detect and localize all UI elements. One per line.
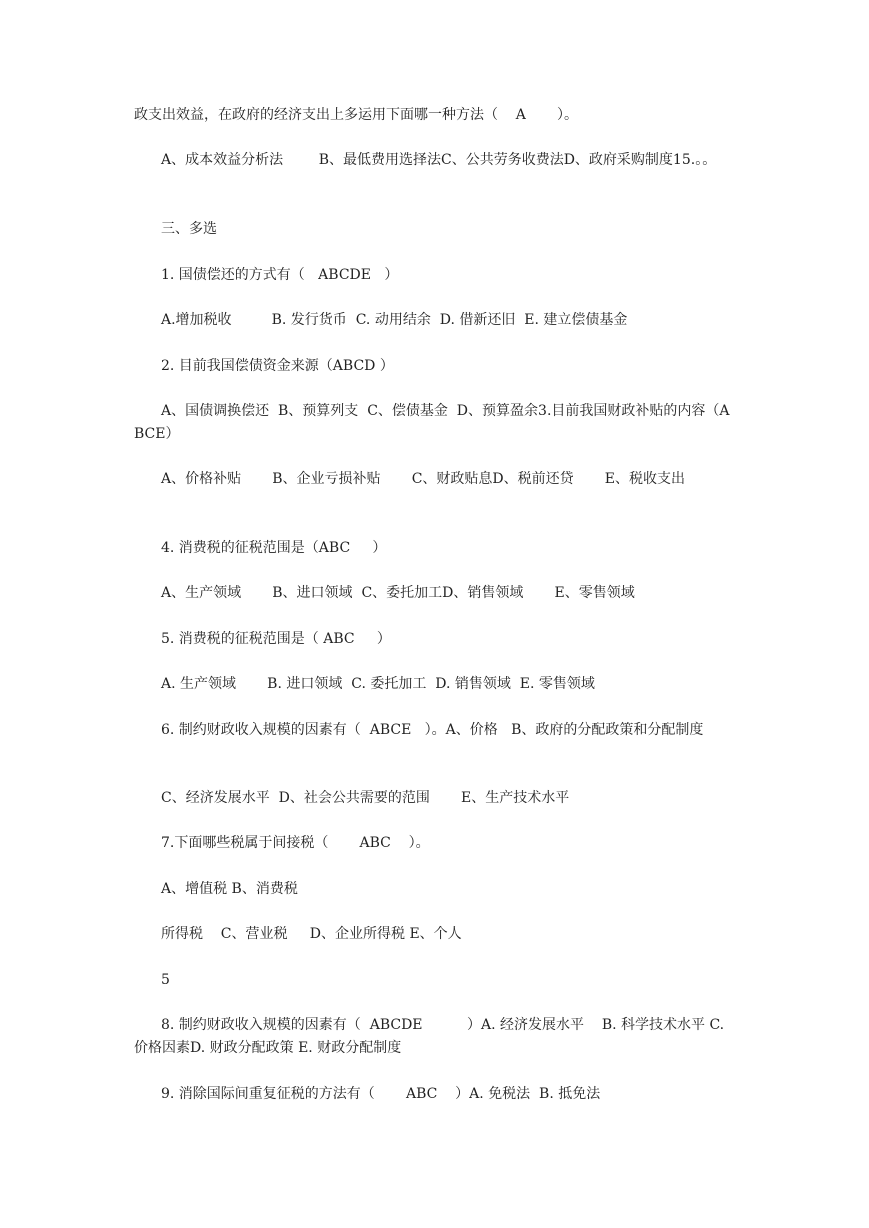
text-line-question-continuation: 政支出效益，在政府的经济支出上多运用下面哪一种方法（ A ）。	[134, 107, 579, 123]
question-6: 6. 制约财政收入规模的因素有（ ABCE ）。A、价格 B、政府的分配政策和分配制度	[161, 722, 704, 738]
question-5: 5. 消费税的征税范围是（ ABC ）	[161, 631, 391, 647]
question-8: 8. 制约财政收入规模的因素有（ ABCDE ）A. 经济发展水平 B. 科学技术水平 C. 价格因素D. 财政分配政策 E. 财政分配制度	[134, 1017, 729, 1056]
question-9: 9. 消除国际间重复征税的方法有（ ABC ）A. 免税法 B. 抵免法	[161, 1086, 601, 1102]
question-7: 7.下面哪些税属于间接税（ ABC ）。	[161, 835, 430, 851]
options-1: A.增加税收 B. 发行货币 C. 动用结余 D. 借新还旧 E. 建立偿债基金	[161, 312, 628, 328]
section-heading-multiple-choice: 三、多选	[161, 221, 217, 237]
options-4: A、生产领域 B、进口领域 C、委托加工D、销售领域 E、零售领域	[161, 585, 635, 601]
options-2-question-3: A、国债调换偿还 B、预算列支 C、偿债基金 D、预算盈余3.目前我国财政补贴的内容（ABCE）	[134, 403, 730, 442]
options-5: A. 生产领域 B. 进口领域 C. 委托加工 D. 销售领域 E. 零售领域	[161, 676, 595, 692]
options-7a: A、增值税 B、消费税	[161, 881, 298, 897]
page-number: 5	[161, 972, 170, 988]
question-1: 1. 国债偿还的方式有（ ABCDE ）	[161, 267, 399, 283]
text-line-options-14: A、成本效益分析法 B、最低费用选择法C、公共劳务收费法D、政府采购制度15.。。	[161, 152, 717, 168]
question-4: 4. 消费税的征税范围是（ABC ）	[161, 540, 387, 556]
options-7b: 所得税 C、营业税 D、企业所得税 E、个人	[161, 926, 462, 942]
question-2: 2. 目前我国偿债资金来源（ABCD ）	[161, 358, 394, 374]
options-6: C、经济发展水平 D、社会公共需要的范围 E、生产技术水平	[161, 790, 570, 806]
options-3: A、价格补贴 B、企业亏损补贴 C、财政贴息D、税前还贷 E、税收支出	[161, 471, 686, 487]
